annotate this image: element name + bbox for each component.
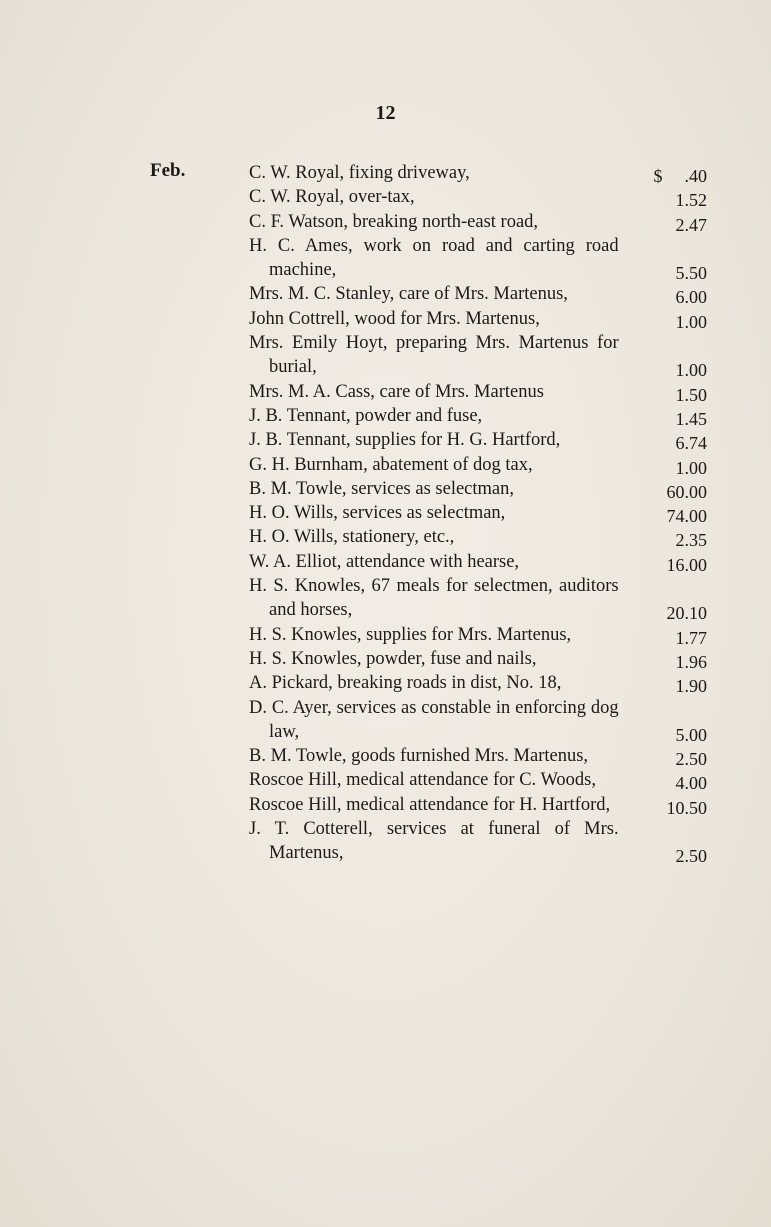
entry-amount (619, 358, 707, 382)
entry-amount (619, 480, 707, 504)
entry-description: J. B. Tennant, powder and fuse, (249, 405, 483, 426)
entry-description: D. C. Ayer, services as constable in enforcing dog law, (249, 697, 619, 742)
month-label: Feb. (150, 160, 186, 181)
ledger-entry (249, 404, 707, 428)
ledger-entry (249, 501, 707, 525)
ledger-entry (249, 380, 707, 404)
amount-value: 1.90 (675, 676, 707, 697)
amount-value: 5.00 (675, 724, 707, 745)
ledger-entry (249, 234, 707, 283)
entry-description: Mrs. M. A. Cass, care of Mrs. Martenus (249, 381, 544, 402)
ledger-entry (249, 161, 707, 185)
amount-value: 1.00 (675, 311, 707, 332)
ledger-entry (249, 623, 707, 647)
entry-description: B. M. Towle, goods furnished Mrs. Martenus, (249, 746, 589, 767)
entry-amount (619, 310, 707, 334)
amount-value: 1.45 (675, 408, 707, 429)
amount-value: 1.50 (675, 384, 707, 405)
ledger-entry (249, 768, 707, 792)
ledger-entry (249, 453, 707, 477)
entry-description: Mrs. Emily Hoyt, preparing Mrs. Martenus for burial, (249, 333, 619, 378)
amount-value: 4.00 (675, 773, 707, 794)
entry-description: J. T. Cotterell, services at funeral of Mrs. Martenus, (249, 819, 619, 864)
ledger-entry (249, 185, 707, 209)
amount-value: 1.96 (675, 651, 707, 672)
entry-amount (619, 213, 707, 237)
entry-description: B. M. Towle, services as selectman, (249, 478, 515, 499)
entry-amount (619, 771, 707, 795)
ledger-entry (249, 282, 707, 306)
entry-description: John Cottrell, wood for Mrs. Martenus, (249, 308, 540, 329)
amount-value: 20.10 (666, 603, 707, 624)
ledger-entry (249, 744, 707, 768)
ledger-entry (249, 817, 707, 866)
amount-value: 10.50 (666, 797, 707, 818)
entry-description: C. W. Royal, fixing driveway, (249, 163, 470, 183)
entry-amount (619, 844, 707, 868)
entry-description: J. B. Tennant, supplies for H. G. Hartford, (249, 430, 561, 451)
entry-description: Roscoe Hill, medical attendance for H. Hartford, (249, 794, 611, 815)
entry-amount (619, 456, 707, 480)
entry-amount (619, 553, 707, 577)
entry-description: H. O. Wills, services as selectman, (249, 503, 506, 524)
entry-description: A. Pickard, breaking roads in dist, No. 18, (249, 673, 562, 694)
entry-description: W. A. Elliot, attendance with hearse, (249, 551, 520, 572)
ledger-entry (249, 574, 707, 623)
entry-amount (619, 261, 707, 285)
ledger-entry (249, 647, 707, 671)
ledger-entry (249, 331, 707, 380)
entry-amount (619, 796, 707, 820)
ledger-entry (249, 525, 707, 549)
amount-value: 74.00 (666, 506, 707, 527)
entry-amount (619, 164, 707, 188)
amount-value: 60.00 (666, 481, 707, 502)
entry-amount (619, 650, 707, 674)
ledger-entry (249, 696, 707, 745)
entry-amount (619, 188, 707, 212)
ledger-entries (249, 161, 707, 866)
currency-symbol: $ (653, 166, 663, 186)
ledger-entry (249, 307, 707, 331)
amount-value: .40 (684, 166, 707, 186)
entry-amount (619, 383, 707, 407)
amount-value: 6.74 (675, 433, 707, 454)
amount-value: 16.00 (666, 554, 707, 575)
entry-amount (619, 601, 707, 625)
ledger-entry (249, 671, 707, 695)
ledger-entry (249, 793, 707, 817)
entry-description: Mrs. M. C. Stanley, care of Mrs. Martenus, (249, 284, 568, 305)
page-number: 12 (375, 102, 396, 124)
amount-value: 2.35 (675, 530, 707, 551)
amount-value: 2.50 (675, 749, 707, 770)
ledger-entry (249, 550, 707, 574)
amount-value: 1.00 (675, 360, 707, 381)
amount-value: 2.47 (675, 214, 707, 235)
amount-value: 6.00 (675, 287, 707, 308)
entry-description: H. S. Knowles, powder, fuse and nails, (249, 648, 537, 669)
entry-description: G. H. Burnham, abatement of dog tax, (249, 454, 533, 475)
ledger-entry (249, 477, 707, 501)
entry-description: Roscoe Hill, medical attendance for C. Woods, (249, 770, 597, 791)
amount-value: 1.00 (675, 457, 707, 478)
ledger-entry (249, 428, 707, 452)
entry-amount (619, 528, 707, 552)
entry-description: C. W. Royal, over-tax, (249, 187, 415, 208)
entry-amount (619, 626, 707, 650)
amount-value: 5.50 (675, 263, 707, 284)
ledger-entry (249, 210, 707, 234)
entry-amount (619, 285, 707, 309)
entry-amount (619, 431, 707, 455)
entry-description: H. C. Ames, work on road and carting road machine, (249, 235, 619, 281)
entry-description: H. S. Knowles, 67 meals for selectmen, auditors and horses, (249, 576, 619, 621)
entry-amount (619, 674, 707, 698)
amount-value: 2.50 (675, 846, 707, 867)
entry-amount (619, 504, 707, 528)
amount-value: 1.77 (675, 627, 707, 648)
entry-description: C. F. Watson, breaking north-east road, (249, 211, 539, 232)
amount-value: 1.52 (675, 190, 707, 211)
entry-amount (619, 747, 707, 771)
entry-description: H. O. Wills, stationery, etc., (249, 527, 455, 548)
entry-description: H. S. Knowles, supplies for Mrs. Martenus, (249, 624, 572, 645)
entry-amount (619, 407, 707, 431)
entry-amount (619, 723, 707, 747)
